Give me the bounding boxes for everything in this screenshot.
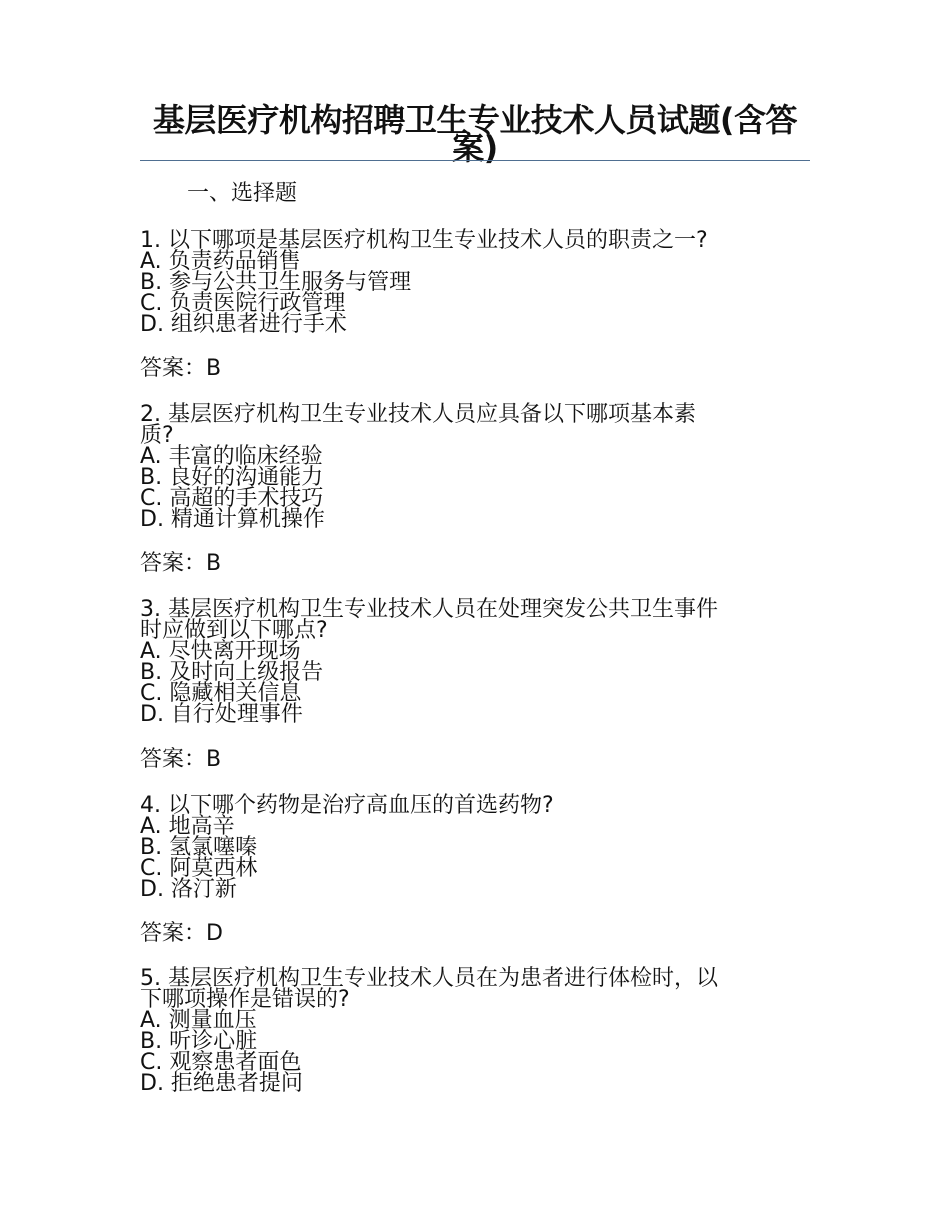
option-b: B. 良好的沟通能力 <box>140 465 324 490</box>
question-1 <box>140 230 800 335</box>
question-stem: 3. 基层医疗机构卫生专业技术人员在处理突发公共卫生事件 <box>140 597 718 622</box>
title-divider <box>140 160 810 161</box>
answer-2: 答案：B <box>140 551 222 576</box>
option-d: D. 拒绝患者提问 <box>140 1071 303 1096</box>
option-c: C. 阿莫西林 <box>140 856 258 881</box>
option-a: A. 尽快离开现场 <box>140 639 301 664</box>
question-stem-cont: 质? <box>140 423 174 448</box>
option-d: D. 自行处理事件 <box>140 702 303 727</box>
question-stem: 5. 基层医疗机构卫生专业技术人员在为患者进行体检时，以 <box>140 966 718 991</box>
option-c: C. 观察患者面色 <box>140 1050 302 1075</box>
question-stem-cont: 时应做到以下哪点? <box>140 618 328 643</box>
option-b: B. 及时向上级报告 <box>140 660 324 685</box>
question-5 <box>140 968 800 1094</box>
option-c: C. 高超的手术技巧 <box>140 486 324 511</box>
option-b: B. 参与公共卫生服务与管理 <box>140 270 412 295</box>
option-b: B. 听诊心脏 <box>140 1029 258 1054</box>
answer-1: 答案：B <box>140 356 222 381</box>
option-d: D. 洛汀新 <box>140 877 237 902</box>
option-d: D. 组织患者进行手术 <box>140 312 347 337</box>
option-a: A. 地高辛 <box>140 814 235 839</box>
answer-3: 答案：B <box>140 747 222 772</box>
answer-4: 答案：D <box>140 921 223 946</box>
question-stem: 1. 以下哪项是基层医疗机构卫生专业技术人员的职责之一? <box>140 228 708 253</box>
question-4 <box>140 795 800 900</box>
option-d: D. 精通计算机操作 <box>140 507 325 532</box>
page-title: 基层医疗机构招聘卫生专业技术人员试题(含答案) <box>152 101 798 167</box>
question-stem: 4. 以下哪个药物是治疗高血压的首选药物? <box>140 793 554 818</box>
section-heading: 一、选择题 <box>187 181 298 206</box>
question-stem: 2. 基层医疗机构卫生专业技术人员应具备以下哪项基本素 <box>140 402 696 427</box>
question-2 <box>140 404 800 530</box>
option-a: A. 丰富的临床经验 <box>140 444 323 469</box>
option-a: A. 负责药品销售 <box>140 249 301 274</box>
option-a: A. 测量血压 <box>140 1008 257 1033</box>
option-c: C. 隐藏相关信息 <box>140 681 302 706</box>
option-c: C. 负责医院行政管理 <box>140 291 346 316</box>
question-3 <box>140 599 800 725</box>
question-stem-cont: 下哪项操作是错误的? <box>140 987 350 1012</box>
option-b: B. 氢氯噻嗪 <box>140 835 258 860</box>
